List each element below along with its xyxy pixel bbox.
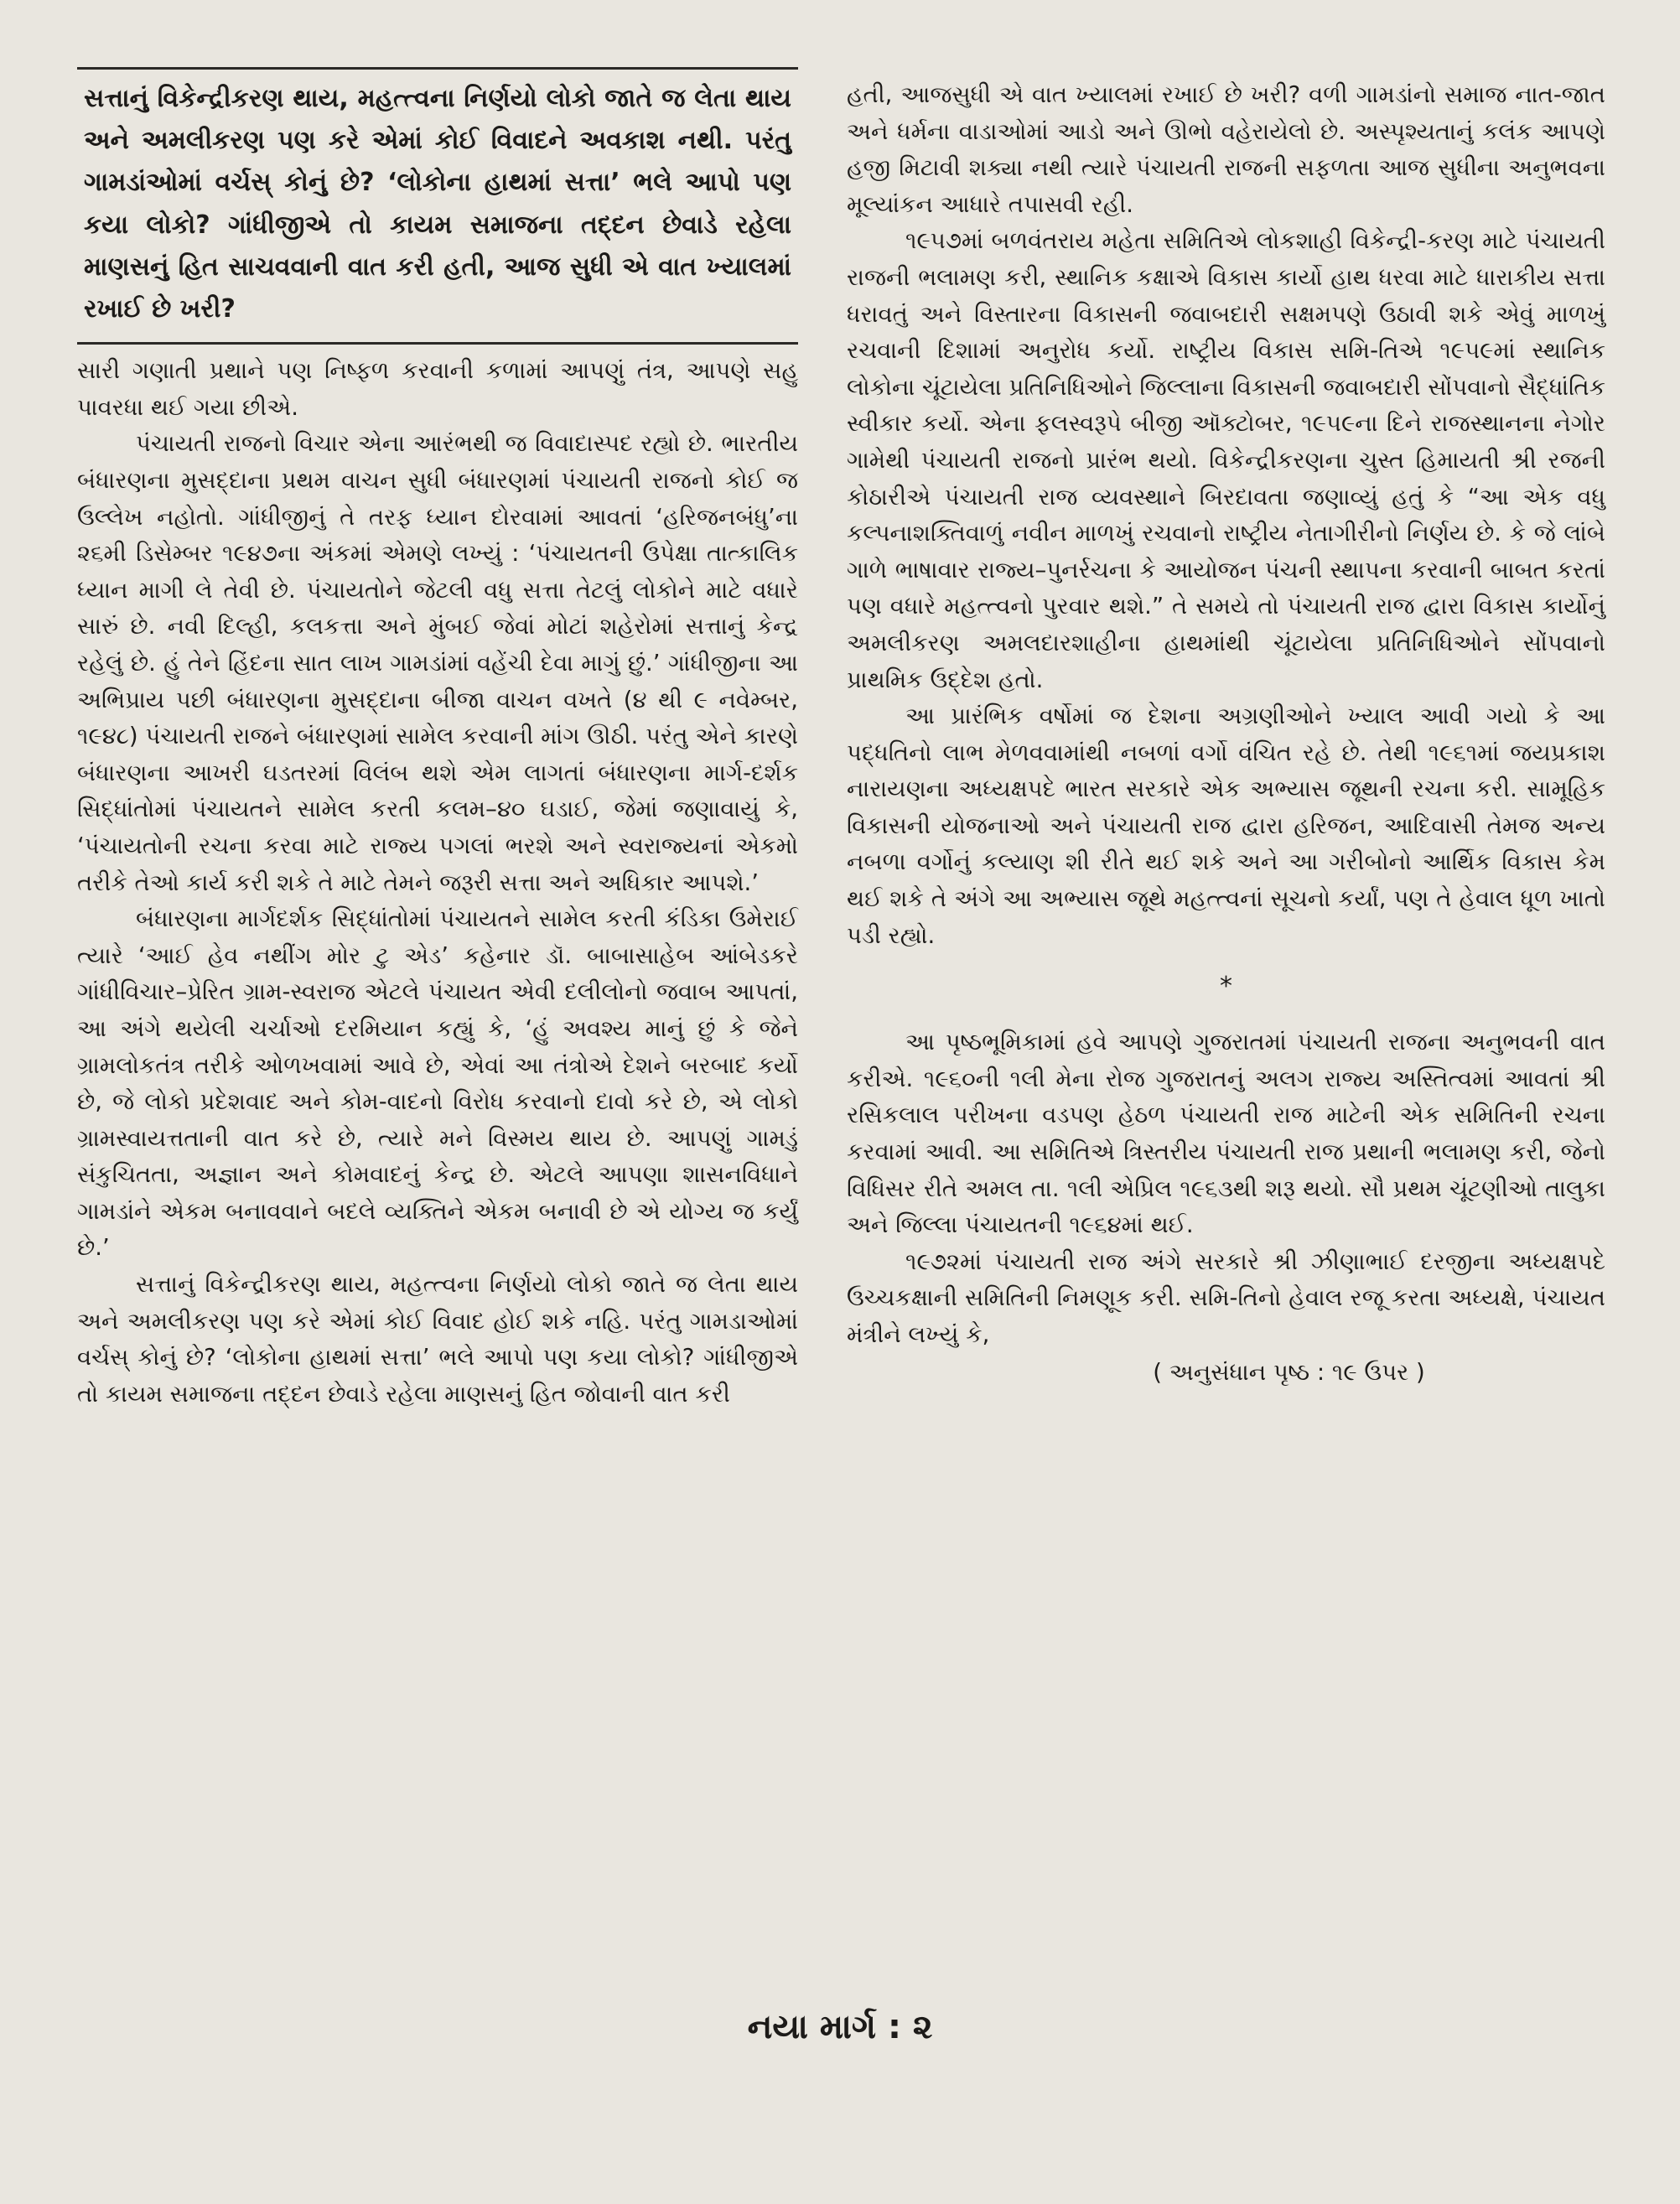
left-paragraph-1: સારી ગણાતી પ્રથાને પણ નિષ્ફળ કરવાની કળામાં આપણું તંત્ર, આપણે સહુ પાવરધા થઈ ગયા છીએ. [77, 357, 798, 421]
page-footer: નયા માર્ગ : ૨ [747, 2008, 933, 2046]
left-paragraph-2: પંચાયતી રાજનો વિચાર એના આરંભથી જ વિવાદાસ્પદ રહ્યો છે. ભારતીય બંધારણના મુસદ્દાના પ્રથમ વાચન સુધી બંધારણમાં પંચાયતી રાજનો કોઈ જ ઉલ્લેખ નહોતો. ગાંધીજીનું તે તરફ ધ્યાન દોરવામાં આવતાં ‘હરિજનબંધુ’ના ૨૬મી ડિસેમ્બર ૧૯૪૭ના અંકમાં એમણે લખ્યું : ‘પંચાયતની ઉપેક્ષા તાત્કાલિક ધ્યાન માગી લે તેવી છે. પંચાયતોને જેટલી વધુ સત્તા તેટલું લોકોને માટે વધારે સારું છે. નવી દિલ્હી, કલકત્તા અને મુંબઈ જેવાં મોટાં શહેરોમાં સત્તાનું કેન્દ્ર રહેલું છે. હું તેને હિંદના સાત લાખ ગામડાંમાં વહેંચી દેવા માગું છું.’ ગાંધીજીના આ અભિપ્રાય પછી બંધારણના મુસદ્દાના બીજા વાચન વખતે (૪ થી ૯ નવેમ્બર, ૧૯૪૮) પંચાયતી રાજને બંધારણમાં સામેલ કરવાની માંગ ઊઠી. પરંતુ એને કારણે બંધારણના આખરી ઘડતરમાં વિલંબ થશે એમ લાગતાં બંધારણના માર્ગ-દર્શક સિદ્ધાંતોમાં પંચાયતને સામેલ કરતી કલમ–૪૦ ઘડાઈ, જેમાં જણાવાયું કે, ‘પંચાયતોની રચના કરવા માટે રાજ્ય પગલાં ભરશે અને સ્વરાજ્યનાં એકમો તરીકે તેઓ કાર્ય કરી શકે તે માટે તેમને જરૂરી સત્તા અને અધિકાર આપશે.’ [77, 430, 798, 896]
pull-quote: સત્તાનું વિકેન્દ્રીકરણ થાય, મહત્ત્વના નિર્ણયો લોકો જાતે જ લેતા થાય અને અમલીકરણ પણ કરે એમાં કોઈ વિવાદને અવકાશ નથી. પરંતુ ગામડાંઓમાં વર્ચસ્ કોનું છે? ‘લોકોના હાથમાં સત્તા’ ભલે આપો પણ કયા લોકો? ગાંધીજીએ તો કાયમ સમાજના તદ્દન છેવાડે રહેલા માણસનું હિત સાચવવાની વાત કરી હતી, આજ સુધી એ વાત ખ્યાલમાં રખાઈ છે ખરી? [84, 84, 791, 324]
left-column [77, 67, 798, 1413]
right-column [847, 77, 1605, 1391]
right-paragraph-5: ૧૯૭૨માં પંચાયતી રાજ અંગે સરકારે શ્રી ઝીણાભાઈ દરજીના અધ્યક્ષપદે ઉચ્ચકક્ષાની સમિતિની નિમણૂક કરી. સમિ-તિનો હેવાલ રજૂ કરતા અધ્યક્ષે, પંચાયત મંત્રીને લખ્યું કે, [847, 1247, 1605, 1348]
right-paragraph-4: આ પૃષ્ઠભૂમિકામાં હવે આપણે ગુજરાતમાં પંચાયતી રાજના અનુભવની વાત કરીએ. ૧૯૬૦ની ૧લી મેના રોજ ગુજરાતનું અલગ રાજ્ય અસ્તિત્વમાં આવતાં શ્રી રસિકલાલ પરીખના વડપણ હેઠળ પંચાયતી રાજ માટેની એક સમિતિની રચના કરવામાં આવી. આ સમિતિએ ત્રિસ્તરીય પંચાયતી રાજ પ્રથાની ભલામણ કરી, જેનો વિધિસર રીતે અમલ તા. ૧લી એપ્રિલ ૧૯૬૩થી શરૂ થયો. સૌ પ્રથમ ચૂંટણીઓ તાલુકા અને જિલ્લા પંચાયતની ૧૯૬૪માં થઈ. [847, 1029, 1605, 1239]
right-paragraph-3: આ પ્રારંભિક વર્ષોમાં જ દેશના અગ્રણીઓને ખ્યાલ આવી ગયો કે આ પદ્ધતિનો લાભ મેળવવામાંથી નબળાં વર્ગો વંચિત રહે છે. તેથી ૧૯૬૧માં જયપ્રકાશ નારાયણના અધ્યક્ષપદે ભારત સરકારે એક અભ્યાસ જૂથની રચના કરી. સામૂહિક વિકાસની યોજનાઓ અને પંચાયતી રાજ દ્વારા હરિજન, આદિવાસી તેમજ અન્ય નબળા વર્ગોનું કલ્યાણ શી રીતે થઈ શકે અને આ ગરીબોનો આર્થિક વિકાસ કેમ થઈ શકે તે અંગે આ અભ્યાસ જૂથે મહત્ત્વનાં સૂચનો કર્યાં, પણ તે હેવાલ ધૂળ ખાતો પડી રહ્યો. [847, 703, 1605, 949]
right-paragraph-2: ૧૯૫૭માં બળવંતરાય મહેતા સમિતિએ લોકશાહી વિકેન્દ્રી-કરણ માટે પંચાયતી રાજની ભલામણ કરી, સ્થાનિક કક્ષાએ વિકાસ કાર્યો હાથ ધરવા માટે ધારાકીય સત્તા ધરાવતું અને વિસ્તારના વિકાસની જવાબદારી સક્ષમપણે ઉઠાવી શકે એવું માળખું રચવાની દિશામાં અનુરોધ કર્યો. રાષ્ટ્રીય વિકાસ સમિ-તિએ ૧૯૫૯માં સ્થાનિક લોકોના ચૂંટાયેલા પ્રતિનિધિઓને જિલ્લાના વિકાસની જવાબદારી સોંપવાનો સૈદ્ધાંતિક સ્વીકાર કર્યો. એના ફલસ્વરૂપે બીજી ઑક્ટોબર, ૧૯૫૯ના દિને રાજસ્થાનના નેગોર ગામેથી પંચાયતી રાજનો પ્રારંભ થયો. વિકેન્દ્રીકરણના ચુસ્ત હિમાયતી શ્રી રજની કોઠારીએ પંચાયતી રાજ વ્યવસ્થાને બિરદાવતા જણાવ્યું હતું કે “આ એક વધુ કલ્પનાશક્તિવાળું નવીન માળખું રચવાનો રાષ્ટ્રીય નેતાગીરીનો નિર્ણય છે. કે જે લાંબે ગાળે ભાષાવાર રાજ્ય–પુનર્રચના કે આયોજન પંચની સ્થાપના કરવાની બાબત કરતાં પણ વધારે મહત્ત્વનો પુરવાર થશે.” તે સમયે તો પંચાયતી રાજ દ્વારા વિકાસ કાર્યોનું અમલીકરણ અમલદારશાહીના હાથમાંથી ચૂંટાયેલા પ્રતિનિધિઓને સોંપવાનો પ્રાથમિક ઉદ્દેશ હતો. [847, 227, 1605, 693]
continuation-note: ( અનુસંધાન પૃષ્ઠ : ૧૯ ઉપર ) [1153, 1358, 1425, 1386]
right-paragraph-1: હતી, આજસુધી એ વાત ખ્યાલમાં રખાઈ છે ખરી? વળી ગામડાંનો સમાજ નાત-જાત અને ધર્મના વાડાઓમાં આડો અને ઊભો વહેરાયેલો છે. અસ્પૃશ્યતાનું કલંક આપણે હજી મિટાવી શક્યા નથી ત્યારે પંચાયતી રાજની સફળતા આજ સુધીના અનુભવના મૂલ્યાંકન આધારે તપાસવી રહી. [847, 81, 1605, 218]
section-separator-asterisk: * [1220, 972, 1232, 1002]
left-paragraph-3: બંધારણના માર્ગદર્શક સિદ્ધાંતોમાં પંચાયતને સામેલ કરતી કંડિકા ઉમેરાઈ ત્યારે ‘આઈ હેવ નથીંગ મોર ટુ એડ’ કહેનાર ડૉ. બાબાસાહેબ આંબેડકરે ગાંધીવિચાર–પ્રેરિત ગ્રામ-સ્વરાજ એટલે પંચાયત એવી દલીલોનો જવાબ આપતાં, આ અંગે થયેલી ચર્ચાઓ દરમિયાન કહ્યું કે, ‘હું અવશ્ય માનું છું કે જેને ગ્રામલોકતંત્ર તરીકે ઓળખવામાં આવે છે, એવાં આ તંત્રોએ દેશને બરબાદ કર્યો છે, જે લોકો પ્રદેશવાદ અને કોમ-વાદનો વિરોધ કરવાનો દાવો કરે છે, એ લોકો ગ્રામસ્વાયત્તતાની વાત કરે છે, ત્યારે મને વિસ્મય થાય છે. આપણું ગામડું સંકુચિતતા, અજ્ઞાન અને કોમવાદનું કેન્દ્ર છે. એટલે આપણા શાસનવિધાને ગામડાંને એકમ બનાવવાને બદલે વ્યક્તિને એકમ બનાવી છે એ યોગ્ય જ કર્યું છે.’ [77, 905, 798, 1262]
left-paragraph-4: સત્તાનું વિકેન્દ્રીકરણ થાય, મહત્ત્વના નિર્ણયો લોકો જાતે જ લેતા થાય અને અમલીકરણ પણ કરે એમાં કોઈ વિવાદ હોઈ શકે નહિ. પરંતુ ગામડાઓમાં વર્ચસ્ કોનું છે? ‘લોકોના હાથમાં સત્તા’ ભલે આપો પણ કયા લોકો? ગાંધીજીએ તો કાયમ સમાજના તદ્દન છેવાડે રહેલા માણસનું હિત જોવાની વાત કરી [77, 1271, 798, 1408]
left-column-body [77, 345, 798, 1413]
